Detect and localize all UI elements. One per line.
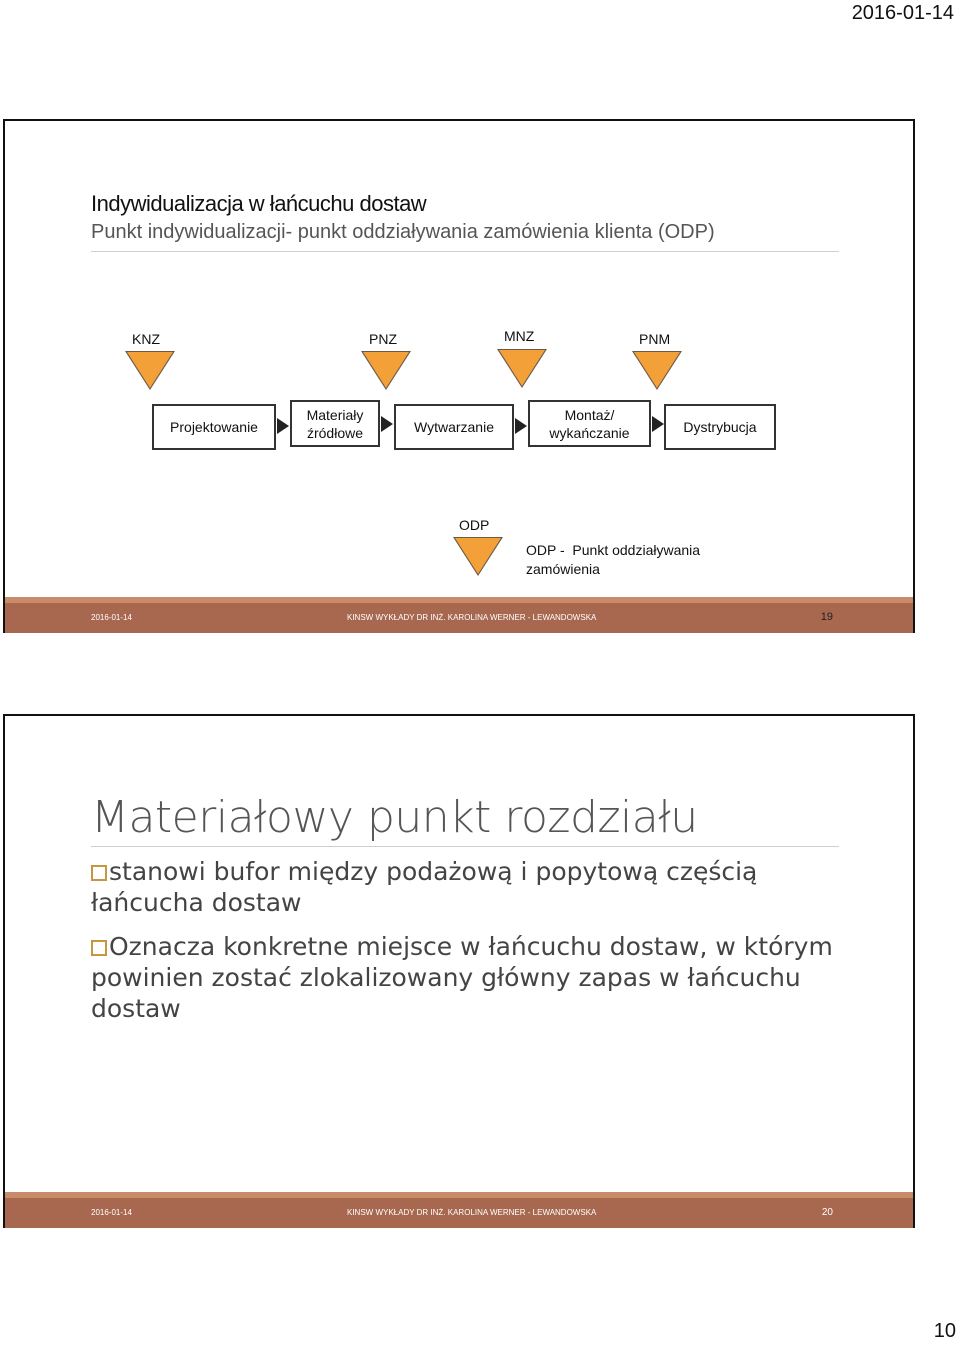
marker-triangle-knz <box>127 352 173 388</box>
checkbox-bullet-icon <box>91 865 107 881</box>
footer-author: KINSW WYKŁADY DR INŻ. KAROLINA WERNER - LEWANDOWSKA <box>347 1208 597 1217</box>
checkbox-bullet-icon <box>91 940 107 956</box>
process-step-wytwarzanie: Wytwarzanie <box>394 404 514 450</box>
footer-slide-number: 20 <box>821 1207 833 1218</box>
marker-label-pnm: PNM <box>639 331 671 347</box>
marker-triangle-mnz <box>499 350 545 386</box>
footer-slide-number: 19 <box>820 611 833 623</box>
title-divider <box>91 251 839 252</box>
flow-arrow <box>515 418 527 434</box>
slide-footer <box>5 1192 913 1228</box>
bullet-item: Oznacza konkretne miejsce w łańcuchu dostaw, w którym powinien zostać zlokalizowany główny zapas w łańcuchu dostaw <box>91 932 833 1023</box>
slide-19 <box>3 119 915 633</box>
footer-date: 2016-01-14 <box>91 1208 132 1217</box>
slide-20 <box>3 714 915 1228</box>
footer-date: 2016-01-14 <box>91 613 132 622</box>
process-step-projektowanie: Projektowanie <box>152 404 276 450</box>
flow-arrow <box>277 418 289 434</box>
flow-arrow <box>381 416 393 432</box>
odp-marker-label: ODP <box>459 517 490 533</box>
process-step-montaz-wykanczanie: Montaż/ wykańczanie <box>528 400 651 447</box>
marker-triangle-pnm <box>634 352 680 388</box>
flow-arrow <box>652 416 664 432</box>
slide-title: Indywidualizacja w łańcuchu dostaw <box>91 191 427 216</box>
odp-triangle <box>455 538 501 574</box>
slide-subtitle: Punkt indywidualizacji- punkt oddziaływania zamówienia klienta (ODP) <box>91 221 715 243</box>
marker-label-mnz: MNZ <box>504 328 535 344</box>
marker-label-knz: KNZ <box>132 331 160 347</box>
process-step-dystrybucja: Dystrybucja <box>664 404 776 450</box>
page-number: 10 <box>933 1320 956 1342</box>
marker-triangle-pnz <box>363 352 409 388</box>
slide-title: Materiałowy punkt rozdziału <box>91 792 698 843</box>
footer-author: KINSW WYKŁADY DR INŻ. KAROLINA WERNER - LEWANDOWSKA <box>347 613 597 622</box>
bullet-item: stanowi bufor między podażową i popytową częścią łańcucha dostaw <box>91 857 758 917</box>
process-step-materialy-zrodlowe: Materiały źródłowe <box>290 400 380 447</box>
title-divider <box>91 846 839 847</box>
slide-footer <box>5 597 913 633</box>
odp-description: ODP - Punkt oddziaływania zamówienia <box>526 542 701 577</box>
page-header-date: 2016-01-14 <box>851 2 954 24</box>
marker-label-pnz: PNZ <box>369 331 397 347</box>
